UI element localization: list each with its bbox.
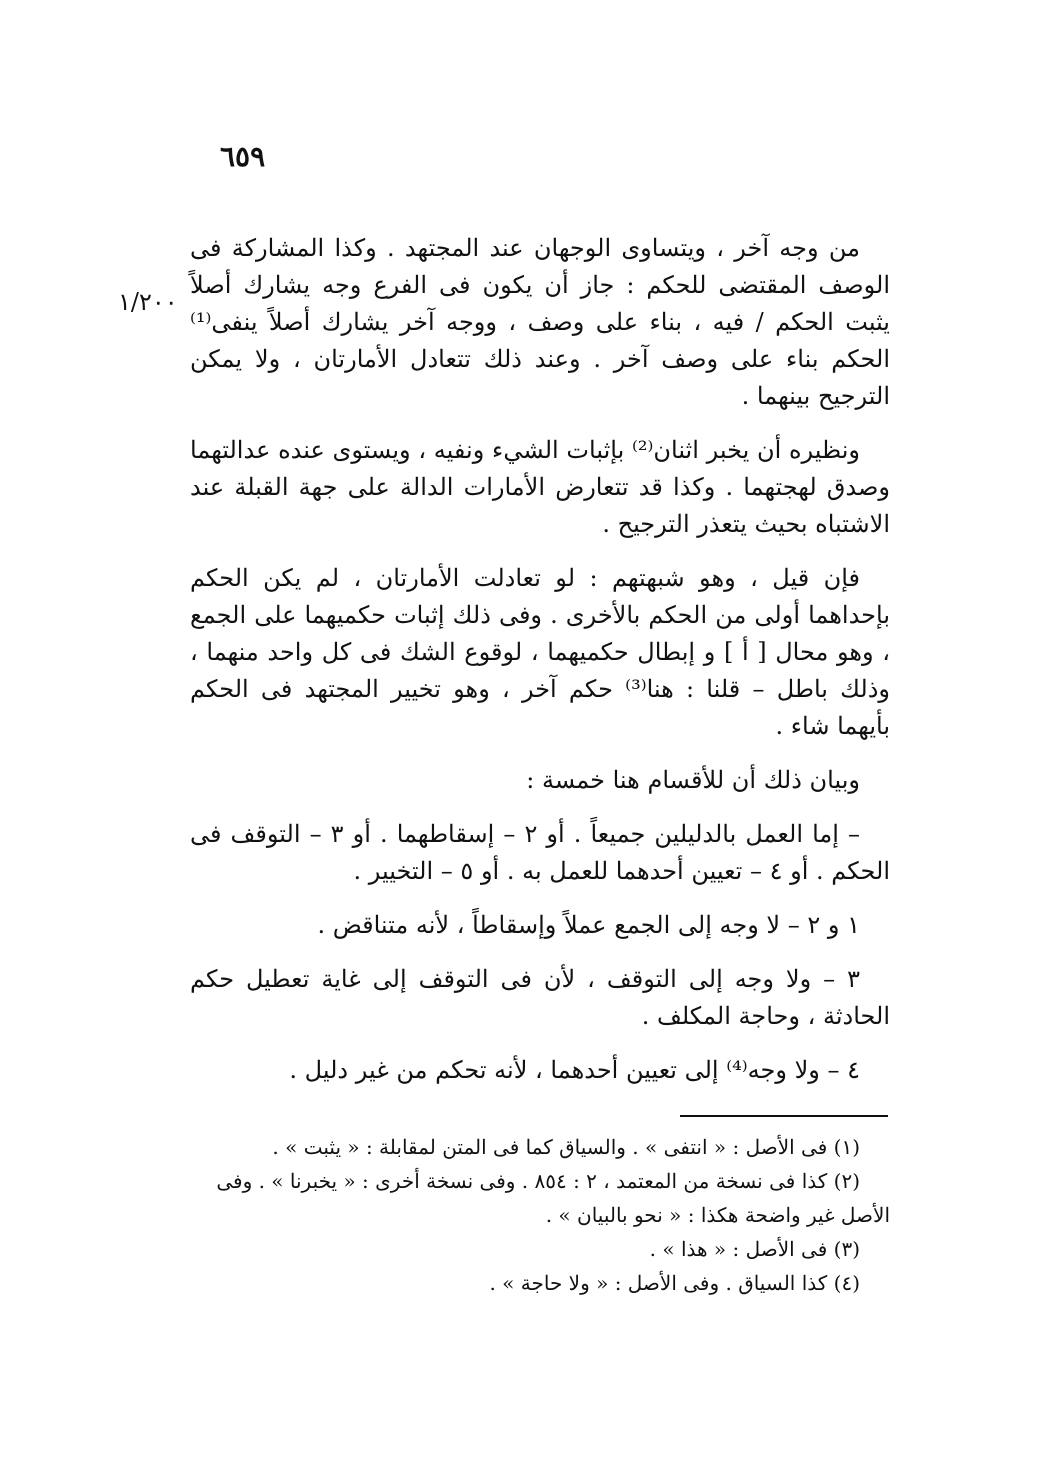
footnote-divider: [680, 1115, 888, 1117]
paragraph: ٤ – ولا وجه⁽⁴⁾ إلى تعيين أحدهما ، لأنه تحكم من غير دليل .: [289, 1056, 860, 1084]
footnote: (٢) كذا فى نسخة من المعتمد ، ٢ : ٨٥٤ . وفى نسخة أخرى : « يخبرنا » . وفى: [216, 1169, 860, 1193]
footnotes: [190, 1130, 890, 1300]
footnote: (١) فى الأصل : « انتفى » . والسياق كما فى المتن لمقابلة : « يثبت » .: [272, 1135, 860, 1159]
paragraph: ونظيره أن يخبر اثنان⁽²⁾ بإثبات الشيء ونفيه ، ويستوى عنده عدالتهما وصدق لهجتهما . وكذا قد تتعارض الأمارات الدالة على جهة القبلة عند الاشتباه بحيث يتعذر الترجيح .: [190, 436, 890, 538]
paragraph: – إما العمل بالدليلين جميعاً . أو ٢ – إسقاطهما . أو ٣ – التوقف فى الحكم . أو ٤ – تعيين أحدهما للعمل به . أو ٥ – التخيير .: [190, 820, 890, 885]
paragraph: ٣ – ولا وجه إلى التوقف ، لأن فى التوقف إلى غاية تعطيل حكم الحادثة ، وحاجة المكلف .: [190, 965, 890, 1030]
main-text: [190, 230, 890, 1106]
footnote: (٤) كذا السياق . وفى الأصل : « ولا حاجة » .: [489, 1271, 860, 1295]
footnote: (٣) فى الأصل : « هذا » .: [649, 1237, 860, 1261]
paragraph: ١ و ٢ – لا وجه إلى الجمع عملاً وإسقاطاً ، لأنه متناقض .: [317, 911, 860, 939]
paragraph: من وجه آخر ، ويتساوى الوجهان عند المجتهد . وكذا المشاركة فى الوصف المقتضى للحكم : جاز أن يكون فى الفرع وجه يشارك أصلاً يثبت الحكم / فيه ، بناء على وصف ، ووجه آخر يشارك أصلاً ينفى⁽¹⁾ الحكم بناء على وصف آخر . وعند ذلك تتعادل الأمارتان ، ولا يمكن الترجيح بينهما .: [190, 234, 890, 410]
footnote-continuation: الأصل غير واضحة هكذا : « نحو بالبيان » .: [545, 1203, 890, 1227]
margin-reference: ١/٢٠٠: [118, 288, 178, 316]
page-number: ٦٥٩: [220, 140, 266, 173]
paragraph: وبيان ذلك أن للأقسام هنا خمسة :: [526, 766, 860, 794]
paragraph: فإن قيل ، وهو شبهتهم : لو تعادلت الأمارتان ، لم يكن الحكم بإحداهما أولى من الحكم بالأخرى . وفى ذلك إثبات حكميهما على الجمع ، وهو محال [ أ ] و إبطال حكميهما ، لوقوع الشك فى كل واحد منهما ، وذلك باطل – قلنا : هنا⁽³⁾ حكم آخر ، وهو تخيير المجتهد فى الحكم بأيهما شاء .: [190, 564, 890, 740]
